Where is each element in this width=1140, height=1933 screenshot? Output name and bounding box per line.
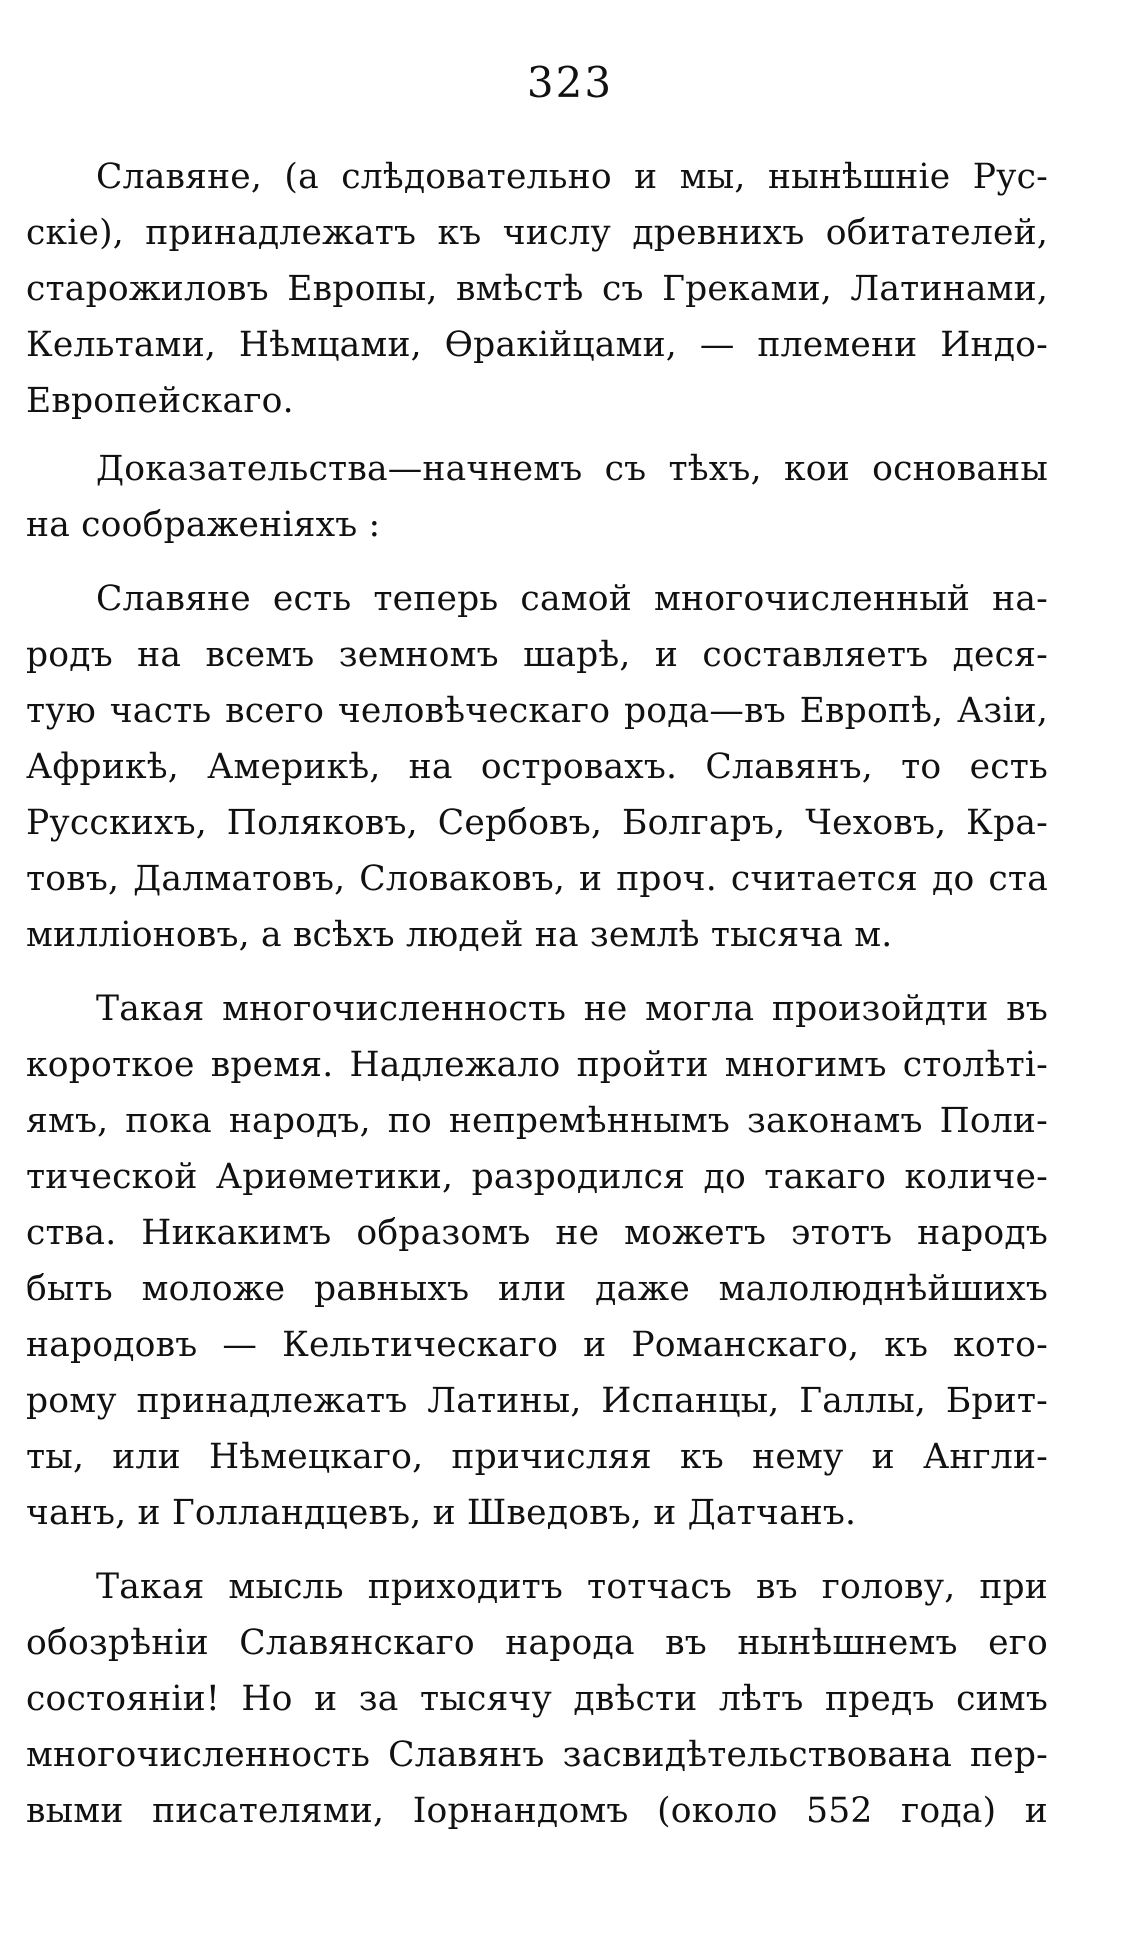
text-line: Славяне, (а слѣдовательно и мы, нынѣшніе Рус- [96,157,1048,197]
text-line: Доказательства—начнемъ съ тѣхъ, кои основаны [96,449,1048,489]
text-line: Кельтами, Нѣмцами, Ѳракійцами, — племени Индо- [26,325,1048,365]
text-line: обозрѣніи Славянскаго народа въ нынѣшнемъ его [26,1623,1048,1663]
text-line: быть моложе равныхъ или даже малолюднѣйшихъ [26,1269,1048,1309]
text-line: народовъ — Кельтическаго и Романскаго, къ кото- [26,1325,1048,1365]
text-line: чанъ, и Голландцевъ, и Шведовъ, и Датчанъ. [26,1493,857,1533]
text-line: старожиловъ Европы, вмѣстѣ съ Греками, Латинами, [26,269,1048,309]
text-line: Русскихъ, Поляковъ, Сербовъ, Болгаръ, Чеховъ, Кра- [26,803,1048,843]
text-line: родъ на всемъ земномъ шарѣ, и составляетъ деся- [26,635,1048,675]
text-line: рому принадлежатъ Латины, Испанцы, Галлы, Брит- [26,1381,1048,1421]
text-line: Европейскаго. [26,381,294,421]
text-line: Славяне есть теперь самой многочисленный на- [96,579,1048,619]
text-line: Такая многочисленность не могла произойдти въ [96,989,1048,1029]
text-line: состояніи! Но и за тысячу двѣсти лѣтъ предъ симъ [26,1679,1048,1719]
text-line: тую часть всего человѣческаго рода—въ Европѣ, Азіи, [26,691,1048,731]
text-line: выми писателями, Іорнандомъ (около 552 года) и [26,1791,1048,1831]
text-line: ты, или Нѣмецкаго, причисляя къ нему и Англи- [26,1437,1048,1477]
text-line: товъ, Далматовъ, Словаковъ, и проч. считается до ста [26,859,1048,899]
text-line: тической Ариѳметики, разродился до такаго количе- [26,1157,1048,1197]
text-line: Африкѣ, Америкѣ, на островахъ. Славянъ, то есть [26,747,1048,787]
text-line: Такая мысль приходитъ тотчасъ въ голову, при [96,1567,1048,1607]
text-line: ства. Никакимъ образомъ не можетъ этотъ народъ [26,1213,1048,1253]
text-line: скіе), принадлежатъ къ числу древнихъ обитателей, [26,213,1048,253]
text-line: многочисленность Славянъ засвидѣтельствована пер- [26,1735,1048,1775]
text-line: на соображеніяхъ : [26,505,381,545]
page-number: 323 [526,58,614,107]
text-line: ямъ, пока народъ, по непремѣннымъ законамъ Поли- [26,1101,1048,1141]
text-line: короткое время. Надлежало пройти многимъ столѣті- [26,1045,1048,1085]
text-line: милліоновъ, а всѣхъ людей на землѣ тысяча м. [26,915,893,955]
